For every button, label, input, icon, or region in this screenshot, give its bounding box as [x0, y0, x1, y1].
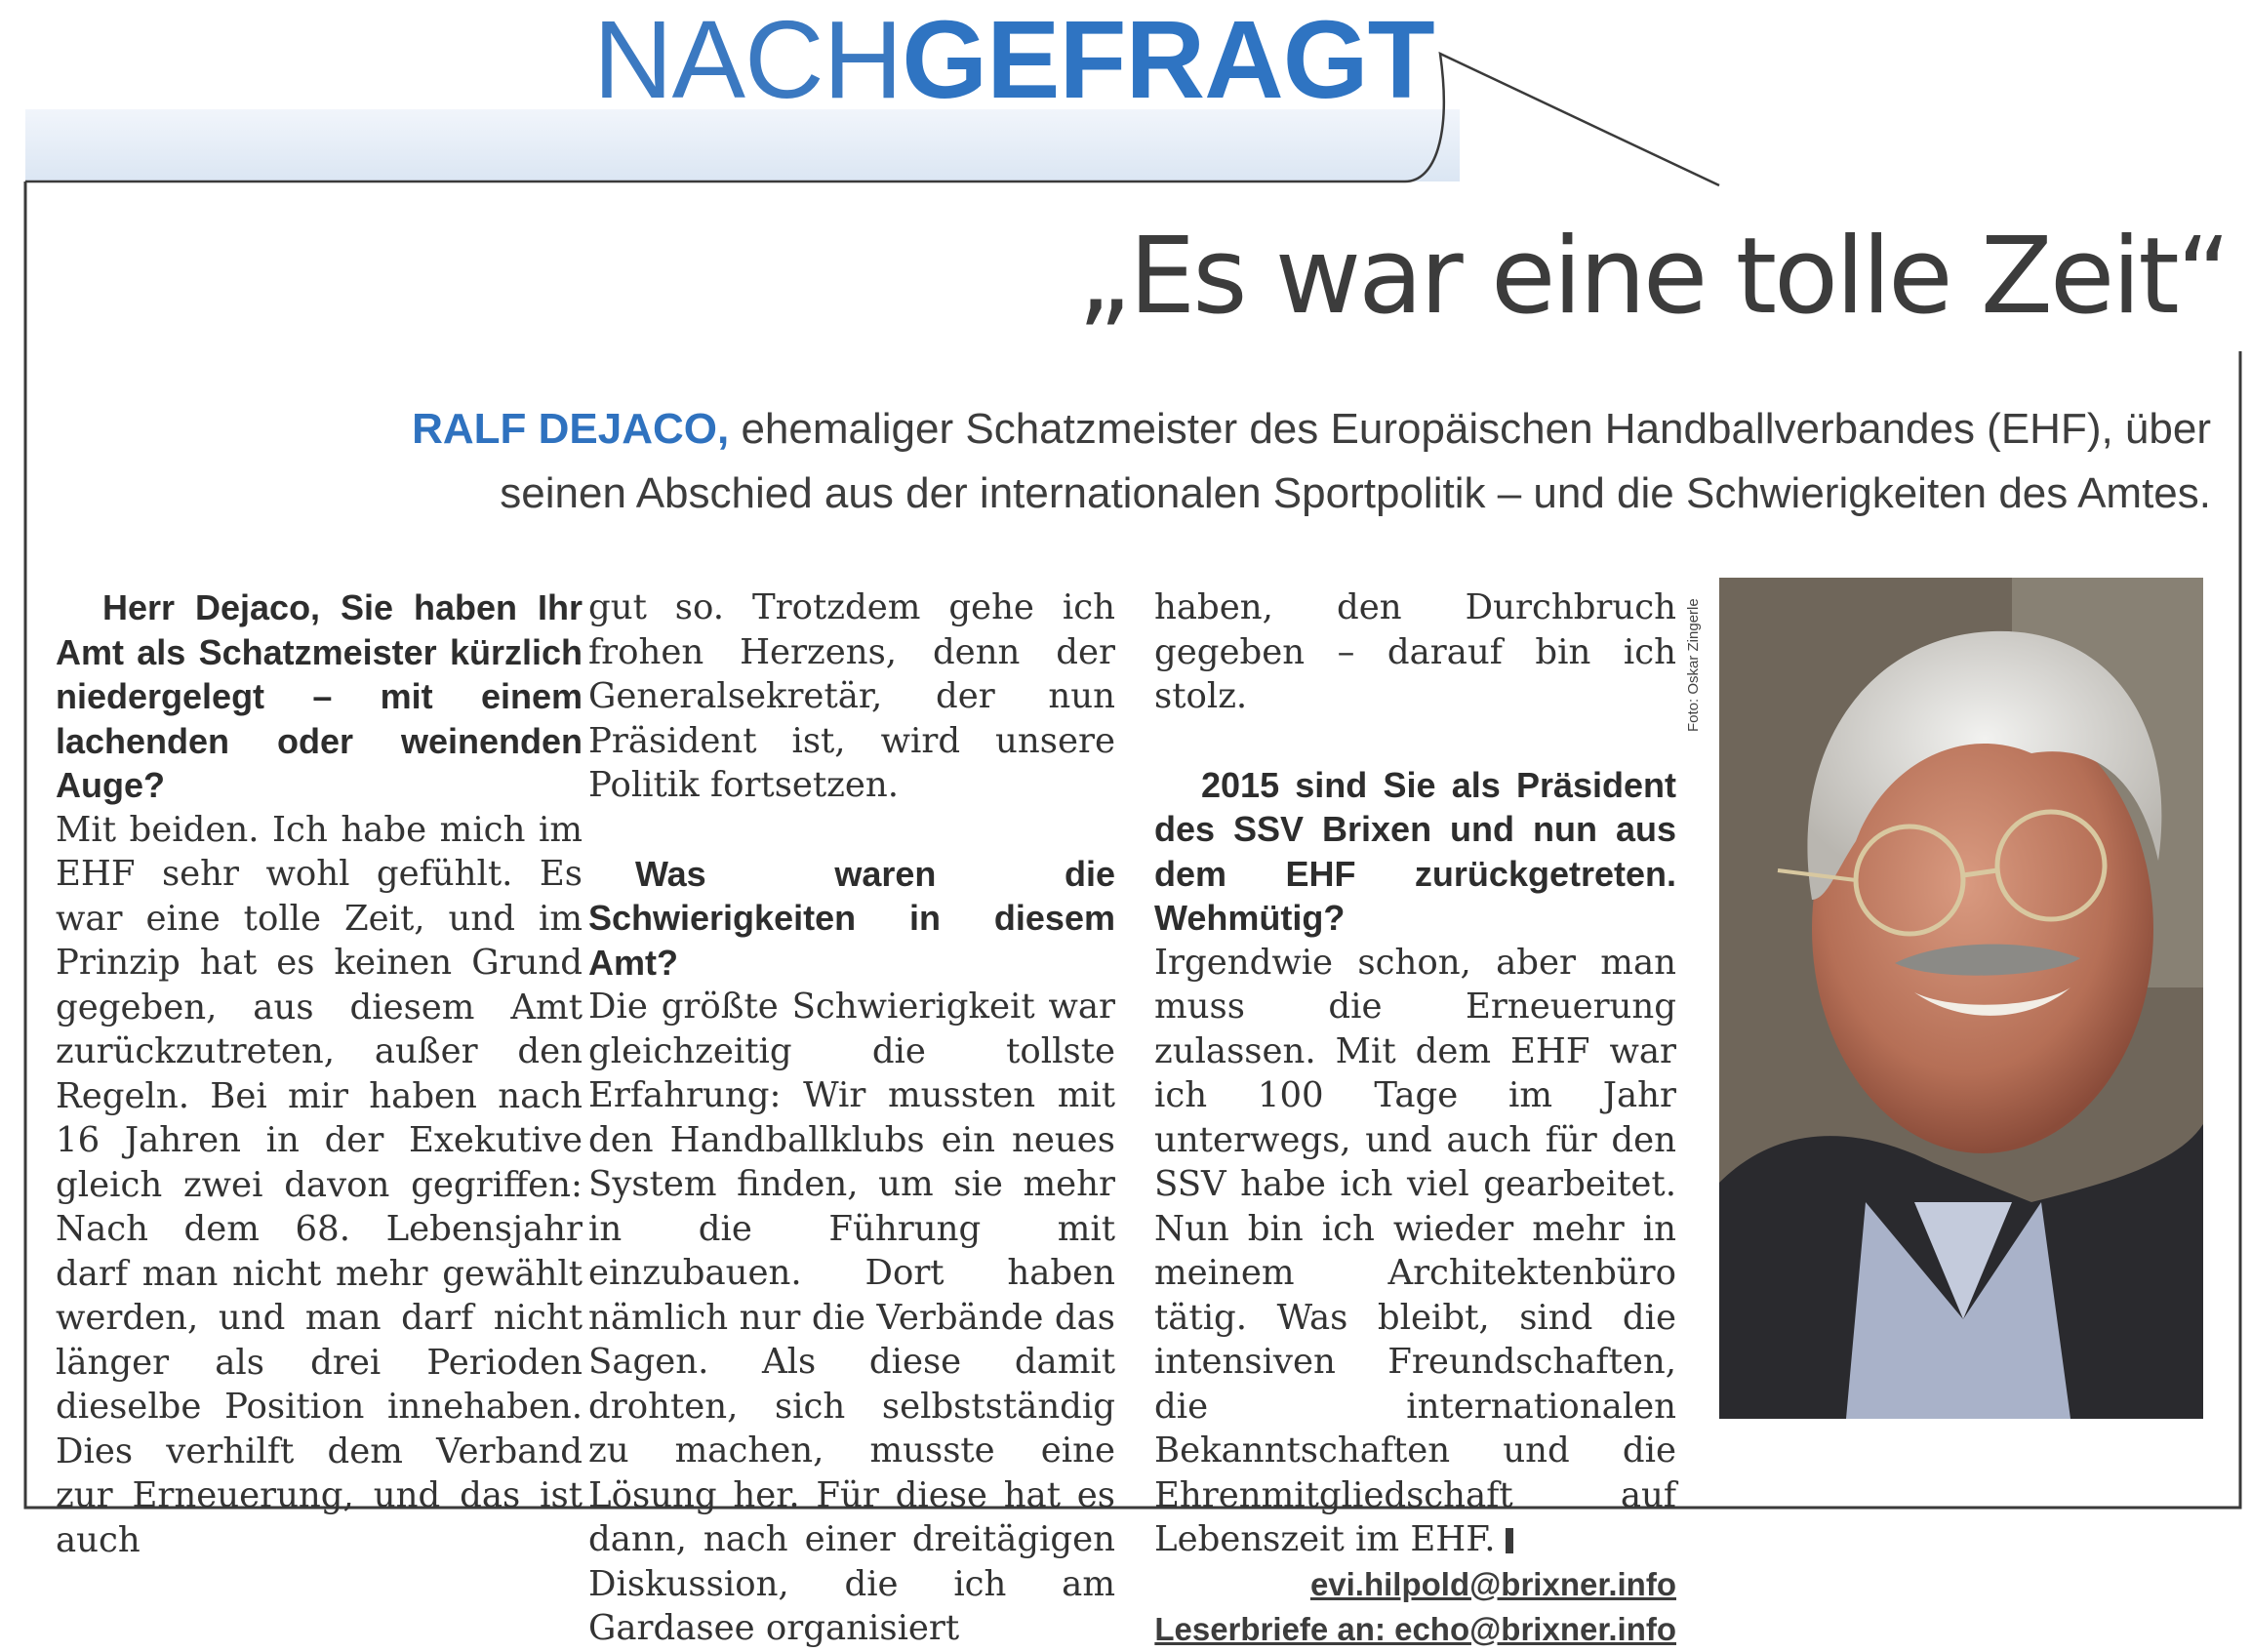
- column-3: [1154, 585, 1676, 1652]
- answer-1-continued: gut so. Trotzdem gehe ich frohen Herzens, denn der Generalsekretär, der nun Präsident ist, wird unsere Politik fortsetzen.: [588, 587, 1115, 805]
- column-2: [588, 585, 1115, 1651]
- letters-email: Leserbriefe an: echo@brixner.info: [1154, 1610, 1676, 1647]
- photo-credit: [1685, 595, 1724, 732]
- deck: [293, 397, 2211, 526]
- question-2: Was waren die Schwierigkeiten in diesem Amt?: [588, 853, 1115, 983]
- deck-name: RALF DEJACO,: [412, 405, 730, 453]
- photo-credit-text: Foto: Oskar Zingerle: [1685, 598, 1702, 732]
- kicker-part1: NACH: [593, 0, 903, 121]
- answer-2: Die größte Schwierigkeit war gleichzeitig die tollste Erfahrung: Wir mussten mit den Handballklubs ein neues System finden, um sie mehr in die Führung mit einzubauen. Dort haben nämlich nur die Verbände das Sagen. Als diese damit drohten, sich selbstständig zu machen, musste eine Lösung her. Für diese hat es dann, nach einer dreitägigen Diskussion, die ich am Gardasee organisiert: [588, 987, 1115, 1648]
- question-1: Herr Dejaco, Sie haben Ihr Amt als Schatzmeister kürzlich niedergelegt – mit einem lachenden oder weinenden Auge?: [56, 587, 583, 805]
- column-1: [56, 585, 583, 1562]
- answer-2-continued: haben, den Durchbruch gegeben – darauf bin ich stolz.: [1154, 587, 1676, 716]
- portrait-illustration: [1719, 578, 2203, 1419]
- portrait-photo: [1719, 578, 2203, 1419]
- kicker-part2: GEFRAGT: [902, 0, 1434, 121]
- answer-1: Mit beiden. Ich habe mich im EHF sehr wohl gefühlt. Es war eine tolle Zeit, und im Prinzip hat es keinen Grund gegeben, aus diesem Amt zurückzutreten, außer den Regeln. Bei mir haben nach 16 Jahren in der Exekutive gleich zwei davon gegriffen: Nach dem 68. Lebensjahr darf man nicht mehr gewählt werden, und man darf nicht länger als drei Perioden dieselbe Position innehaben. Dies verhilft dem Verband zur Erneuerung, und das ist auch: [56, 809, 583, 1560]
- question-3: 2015 sind Sie als Präsident des SSV Brixen und nun aus dem EHF zurückgetreten. Wehmütig?: [1154, 764, 1676, 938]
- end-mark-icon: [1506, 1528, 1513, 1553]
- deck-text: ehemaliger Schatzmeister des Europäischen Handballverbandes (EHF), über seinen Abschied aus der internationalen Sportpolitik – und die Schwierigkeiten des Amtes.: [500, 405, 2211, 517]
- headline: „Es war eine tolle Zeit“: [1077, 216, 2229, 338]
- answer-3: [1154, 941, 1676, 1562]
- answer-3-text: Irgendwie schon, aber man muss die Erneuerung zulassen. Mit dem EHF war ich 100 Tage im Jahr unterwegs, und auch für den SSV habe ich viel gearbeitet. Nun bin ich wieder mehr in meinem Architektenbüro tätig. Was bleibt, sind die intensiven Freundschaften, die internationalen Bekanntschaften und die Ehrenmitgliedschaft auf Lebenszeit im EHF.: [1154, 942, 1676, 1559]
- author-email: evi.hilpold@brixner.info: [1309, 1565, 1676, 1602]
